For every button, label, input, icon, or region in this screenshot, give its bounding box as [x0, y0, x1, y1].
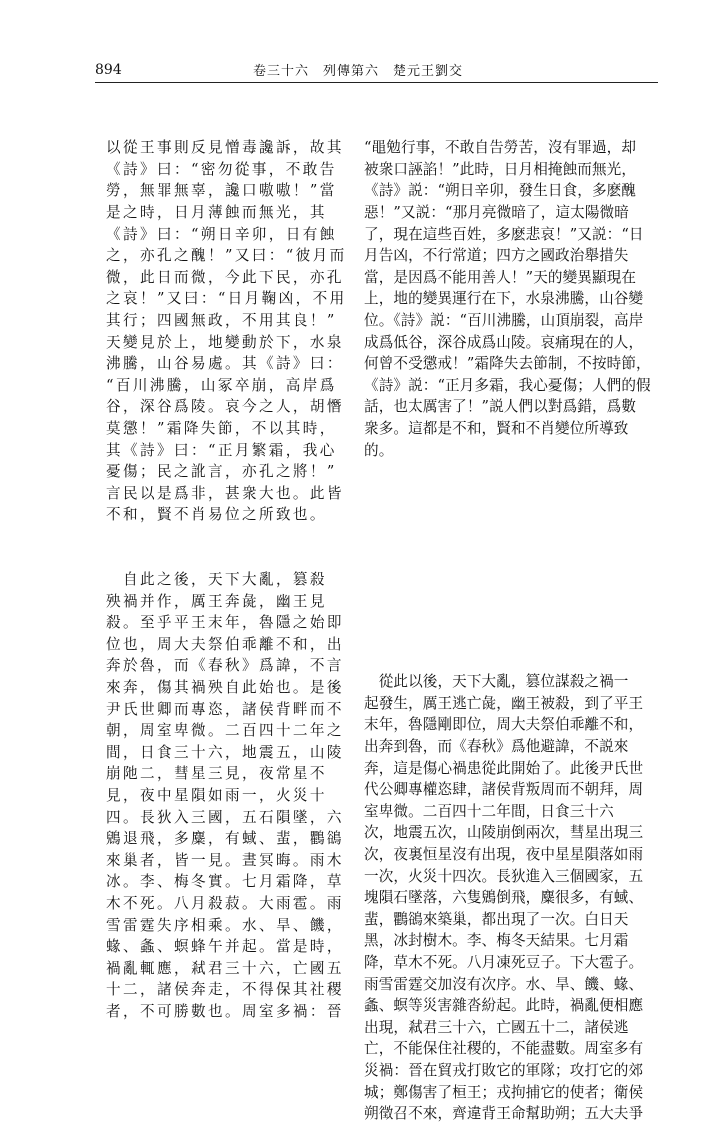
page-number: 894 — [95, 62, 122, 78]
translation-paragraph-1: “黽勉行事，不敢自告勞苦，沒有罪過，却 被衆口誣諂！”此時，日月相掩蝕而無光， 《詩》説：“朔日辛卯，發生日食，多麽醜 惡！”又説：“那月亮微暗了，這太陽微暗 了，現在這些百姓，多麽悲哀！”又説：“日 月告凶，不行常道；四方之國政治舉措失 當，是因爲不能用善人！”天的變異顯現在 上，地的變異運行在下，水泉沸騰，山谷變 位。《詩》説：“百川沸騰，山頂崩裂，高岸 成爲低谷，深谷成爲山陵。哀痛現在的人， 何曾不受懲戒！”霜降失去節制，不按時節， 《詩》説：“正月多霜，我心憂傷；人們的假 話，也太厲害了！”説人們以對爲錯，爲數 衆多。這都是不和，賢和不肖變位所導致 的。 — [364, 139, 651, 459]
modern-translation-column — [364, 94, 662, 1146]
running-head: 卷三十六 列傳第六 楚元王劉交 — [252, 64, 463, 79]
translation-paragraph-2: 從此以後，天下大亂，篡位謀殺之禍一 起發生，厲王逃亡彘，幽王被殺，到了平王 末年，魯隱剛即位，周大夫祭伯乖離不和， 出奔到魯，而《春秋》爲他避諱，不説來 奔，這是傷心禍患從此開始了。此後尹氏世 代公卿專權恣肆，諸侯背叛周而不朝拜，周 室卑微。二百四十二年間，日食三十六 次，地震五次，山陵崩倒兩次，彗星出現三 次，夜裏恒星沒有出現，夜中星星隕落如雨 一次，火災十四次。長狄進入三個國家，五 塊隕石墜落，六隻鶂倒飛，麋很多，有蜮、 蜚，鸜鵒來築巢，都出現了一次。白日天 黑，冰封樹木。李、梅冬天結果。七月霜 降，草木不死。八月凍死豆子。下大雹子。 雨雪雷霆交加沒有次序。水、旱、饑、蝝、 螽、螟等災害雜沓紛起。此時，禍亂便相應 出現，弒君三十六，亡國五十二，諸侯逃 亡，不能保住社稷的，不能盡數。周室多有 災禍：晉在貿戎打敗它的軍隊；攻打它的郊 城；鄭傷害了桓王；戎拘捕它的使者；衛侯 朔徵召不來，齊違背王命幫助朔；五大夫爭 — [364, 673, 644, 1123]
classical-paragraph-1: 以從王事則反見憎毒讒訴，故其 《詩》曰：“密勿從事，不敢告 勞，無罪無辜，讒口嗷嗷！”當 是之時，日月薄蝕而無光，其 《詩》曰：“朔日辛卯，日有蝕 之，亦孔之醜！”又曰：“彼月而 微，此日而微，今此下民，亦孔 之哀！”又曰：“日月鞠凶，不用 其行；四國無政，不用其良！” 天變見於上，地變動於下，水泉 沸騰，山谷易處。其《詩》曰： “百川沸騰，山冢卒崩，高岸爲 谷，深谷爲陵。哀今之人，胡憯 莫懲！”霜降失節，不以其時， 其《詩》曰：“正月繁霜，我心 憂傷；民之訛言，亦孔之將！” 言民以是爲非，甚衆大也。此皆 不和，賢不肖易位之所致也。 — [106, 139, 347, 524]
header-rule — [95, 82, 658, 83]
classical-text-column — [106, 94, 348, 1044]
classical-paragraph-2: 自此之後，天下大亂，篡殺 殃禍并作，厲王奔彘，幽王見 殺。至乎平王末年，魯隱之始即 位也，周大夫祭伯乖離不和，出 奔於魯，而《春秋》爲諱，不言 來奔，傷其禍殃自此始也。是後 尹氏世卿而專恣，諸侯背畔而不 朝，周室卑微。二百四十二年之 間，日食三十六，地震五，山陵 崩阤二，彗星三見，夜常星不 見，夜中星隕如雨一，火災十 四。長狄入三國，五石隕墜，六 鶂退飛，多麋，有蜮、蜚，鸜鵒 來巢者，皆一見。晝冥晦。雨木 冰。李、梅冬實。七月霜降，草 木不死。八月殺菽。大雨雹。雨 雪雷霆失序相乘。水、旱、饑， 蝝、螽、螟蜂午并起。當是時， 禍亂輒應，弒君三十六，亡國五 十二，諸侯奔走，不得保其社稷 者，不可勝數也。周室多禍：晉 — [106, 571, 344, 1020]
